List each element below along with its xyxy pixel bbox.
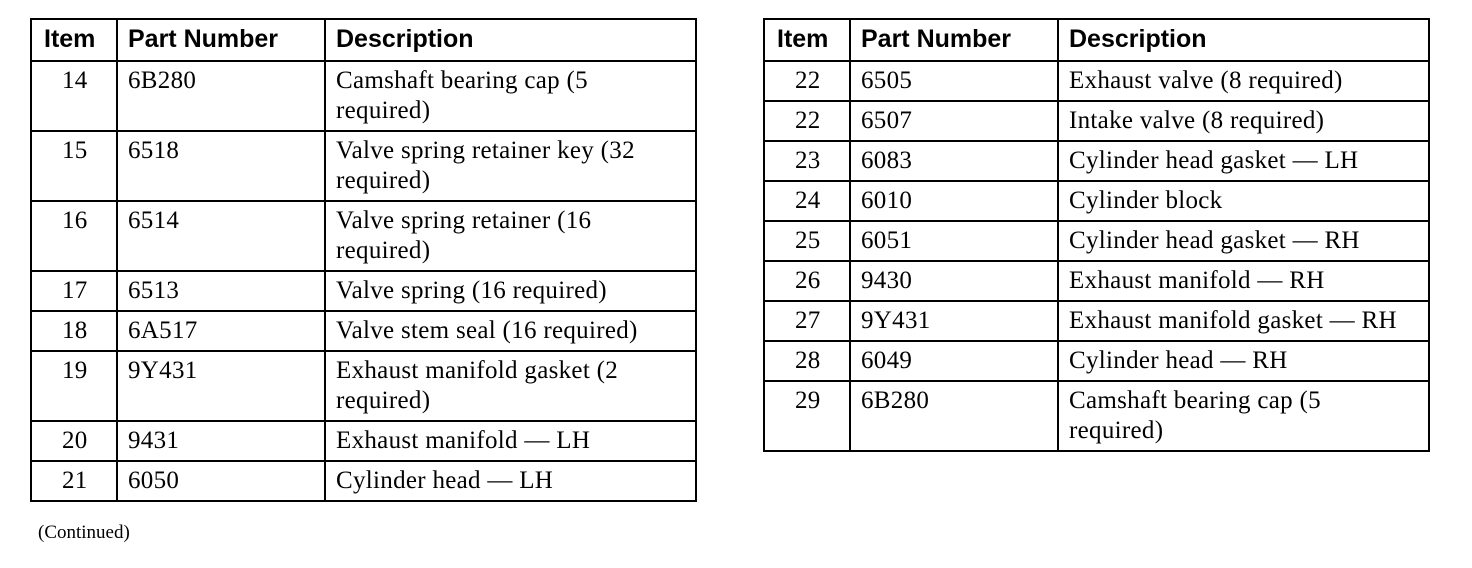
item-cell: 22: [764, 61, 850, 101]
table-row: [764, 61, 1429, 101]
item-cell: 16: [31, 201, 117, 271]
header-part-number: Part Number: [850, 19, 1058, 61]
item-cell: 27: [764, 301, 850, 341]
item-cell: 14: [31, 61, 117, 131]
description-cell: Exhaust manifold — LH: [325, 421, 696, 461]
description-cell: Valve spring retainer key (32 required): [325, 131, 696, 201]
description-cell: Valve stem seal (16 required): [325, 311, 696, 351]
table-row: [31, 351, 696, 421]
table-row: [31, 421, 696, 461]
header-description: Description: [1058, 19, 1429, 61]
table-row: [764, 101, 1429, 141]
table-row: [31, 311, 696, 351]
part-number-cell: 6051: [850, 221, 1058, 261]
item-cell: 17: [31, 271, 117, 311]
item-cell: 26: [764, 261, 850, 301]
part-number-cell: 6518: [117, 131, 325, 201]
description-cell: Cylinder head gasket — RH: [1058, 221, 1429, 261]
header-item: Item: [764, 19, 850, 61]
item-cell: 22: [764, 101, 850, 141]
part-number-cell: 6B280: [850, 381, 1058, 451]
item-cell: 23: [764, 141, 850, 181]
table-row: [764, 261, 1429, 301]
table-row: [31, 131, 696, 201]
part-number-cell: 6049: [850, 341, 1058, 381]
item-cell: 28: [764, 341, 850, 381]
table-row: [31, 271, 696, 311]
header-description: Description: [325, 19, 696, 61]
description-cell: Valve spring (16 required): [325, 271, 696, 311]
item-cell: 18: [31, 311, 117, 351]
part-number-cell: 6505: [850, 61, 1058, 101]
item-cell: 19: [31, 351, 117, 421]
description-cell: Camshaft bearing cap (5 required): [325, 61, 696, 131]
table-header-row: [31, 19, 696, 61]
table-row: [764, 381, 1429, 451]
item-cell: 24: [764, 181, 850, 221]
table-header-row: [764, 19, 1429, 61]
part-number-cell: 6083: [850, 141, 1058, 181]
continued-note: (Continued): [38, 522, 130, 543]
table-row: [764, 221, 1429, 261]
description-cell: Cylinder head — RH: [1058, 341, 1429, 381]
table-row: [764, 141, 1429, 181]
description-cell: Exhaust manifold — RH: [1058, 261, 1429, 301]
description-cell: Cylinder head gasket — LH: [1058, 141, 1429, 181]
header-part-number: Part Number: [117, 19, 325, 61]
part-number-cell: 6514: [117, 201, 325, 271]
item-cell: 15: [31, 131, 117, 201]
table-row: [31, 61, 696, 131]
description-cell: Exhaust manifold gasket — RH: [1058, 301, 1429, 341]
item-cell: 20: [31, 421, 117, 461]
part-number-cell: 9430: [850, 261, 1058, 301]
table-row: [764, 181, 1429, 221]
table-row: [764, 301, 1429, 341]
table-row: [31, 201, 696, 271]
description-cell: Exhaust manifold gasket (2 required): [325, 351, 696, 421]
parts-table-right: [763, 18, 1430, 452]
table-row: [764, 341, 1429, 381]
part-number-cell: 9Y431: [117, 351, 325, 421]
table-row: [31, 461, 696, 501]
parts-table-left: [30, 18, 697, 502]
part-number-cell: 6507: [850, 101, 1058, 141]
part-number-cell: 6B280: [117, 61, 325, 131]
part-number-cell: 6010: [850, 181, 1058, 221]
part-number-cell: 6050: [117, 461, 325, 501]
description-cell: Valve spring retainer (16 required): [325, 201, 696, 271]
description-cell: Cylinder block: [1058, 181, 1429, 221]
item-cell: 25: [764, 221, 850, 261]
description-cell: Camshaft bearing cap (5 required): [1058, 381, 1429, 451]
part-number-cell: 6A517: [117, 311, 325, 351]
item-cell: 21: [31, 461, 117, 501]
part-number-cell: 9Y431: [850, 301, 1058, 341]
part-number-cell: 9431: [117, 421, 325, 461]
header-item: Item: [31, 19, 117, 61]
description-cell: Exhaust valve (8 required): [1058, 61, 1429, 101]
description-cell: Cylinder head — LH: [325, 461, 696, 501]
description-cell: Intake valve (8 required): [1058, 101, 1429, 141]
item-cell: 29: [764, 381, 850, 451]
part-number-cell: 6513: [117, 271, 325, 311]
